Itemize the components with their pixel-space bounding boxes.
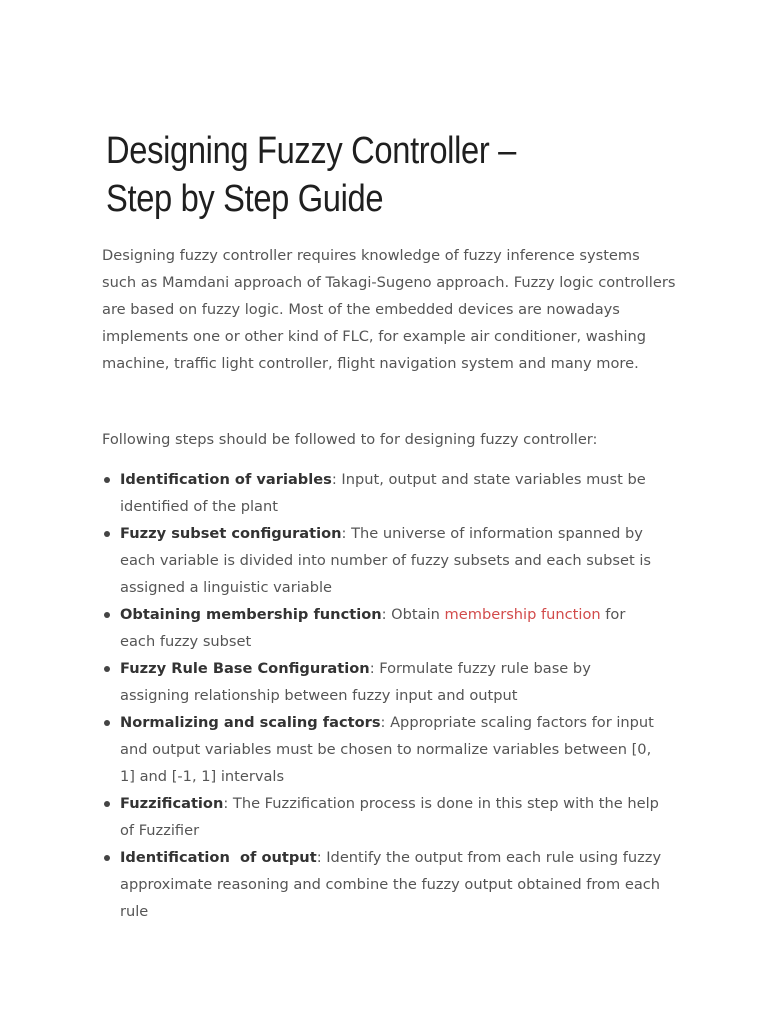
step-separator: : — [223, 795, 229, 812]
bullet-icon — [104, 531, 110, 537]
step-description: Appropriate scaling factors for input and output variables must be chosen to normalize variables between [0, 1] and [-1, 1] intervals — [120, 714, 654, 785]
bullet-icon — [104, 666, 110, 672]
step-description: Input, output and state variables must be identified of the plant — [120, 471, 646, 515]
bullet-icon — [104, 477, 110, 483]
list-item — [102, 709, 662, 790]
bullet-icon — [104, 855, 110, 861]
list-item — [102, 844, 662, 925]
bullet-icon — [104, 801, 110, 807]
step-separator: : — [341, 525, 347, 542]
list-item — [102, 520, 662, 601]
intro-paragraph: Designing fuzzy controller requires knowledge of fuzzy inference systems such as Mamdani approach of Takagi-Sugeno approach. Fuzzy logic controllers are based on fuzzy logic. Most of the embedded devices are nowadays implements one or other kind of FLC, for example air conditioner, washing machine, traffic light controller, flight navigation system and many more. — [102, 247, 676, 372]
step-separator: : — [316, 849, 322, 866]
step-description-before-link: Obtain — [386, 606, 445, 623]
membership-function-link[interactable]: membership function — [444, 606, 601, 623]
steps-lead-paragraph: Following steps should be followed to for designing fuzzy controller: — [102, 431, 598, 448]
bullet-icon — [104, 612, 110, 618]
step-description: The universe of information spanned by each variable is divided into number of fuzzy subsets and each subset is assigned a linguistic variable — [120, 525, 651, 596]
article-title: Designing Fuzzy Controller – Step by Step Guide — [106, 130, 516, 220]
step-term: Fuzzy subset configuration — [120, 525, 342, 542]
bullet-icon — [104, 720, 110, 726]
step-separator: : — [331, 471, 337, 488]
list-item — [102, 601, 662, 655]
step-description: The Fuzzification process is done in this step with the help of Fuzzifier — [120, 795, 659, 839]
list-item — [102, 790, 662, 844]
step-term: Normalizing and scaling factors — [120, 714, 381, 731]
steps-list — [102, 466, 662, 925]
step-description-after-link: for each fuzzy subset — [120, 606, 626, 650]
step-description: Identify the output from each rule using fuzzy approximate reasoning and combine the fuzzy output obtained from each rule — [120, 849, 662, 920]
step-term: Fuzzy Rule Base Configuration — [120, 660, 370, 677]
step-separator: : — [369, 660, 375, 677]
step-term: Identification of output — [120, 849, 317, 866]
list-item — [102, 655, 662, 709]
step-separator: : — [381, 606, 387, 623]
step-term: Fuzzification — [120, 795, 224, 812]
step-term: Identification of variables — [120, 471, 332, 488]
step-term: Obtaining membership function — [120, 606, 382, 623]
step-description: Formulate fuzzy rule base by assigning relationship between fuzzy input and output — [120, 660, 591, 704]
step-separator: : — [380, 714, 386, 731]
list-item — [102, 466, 662, 520]
